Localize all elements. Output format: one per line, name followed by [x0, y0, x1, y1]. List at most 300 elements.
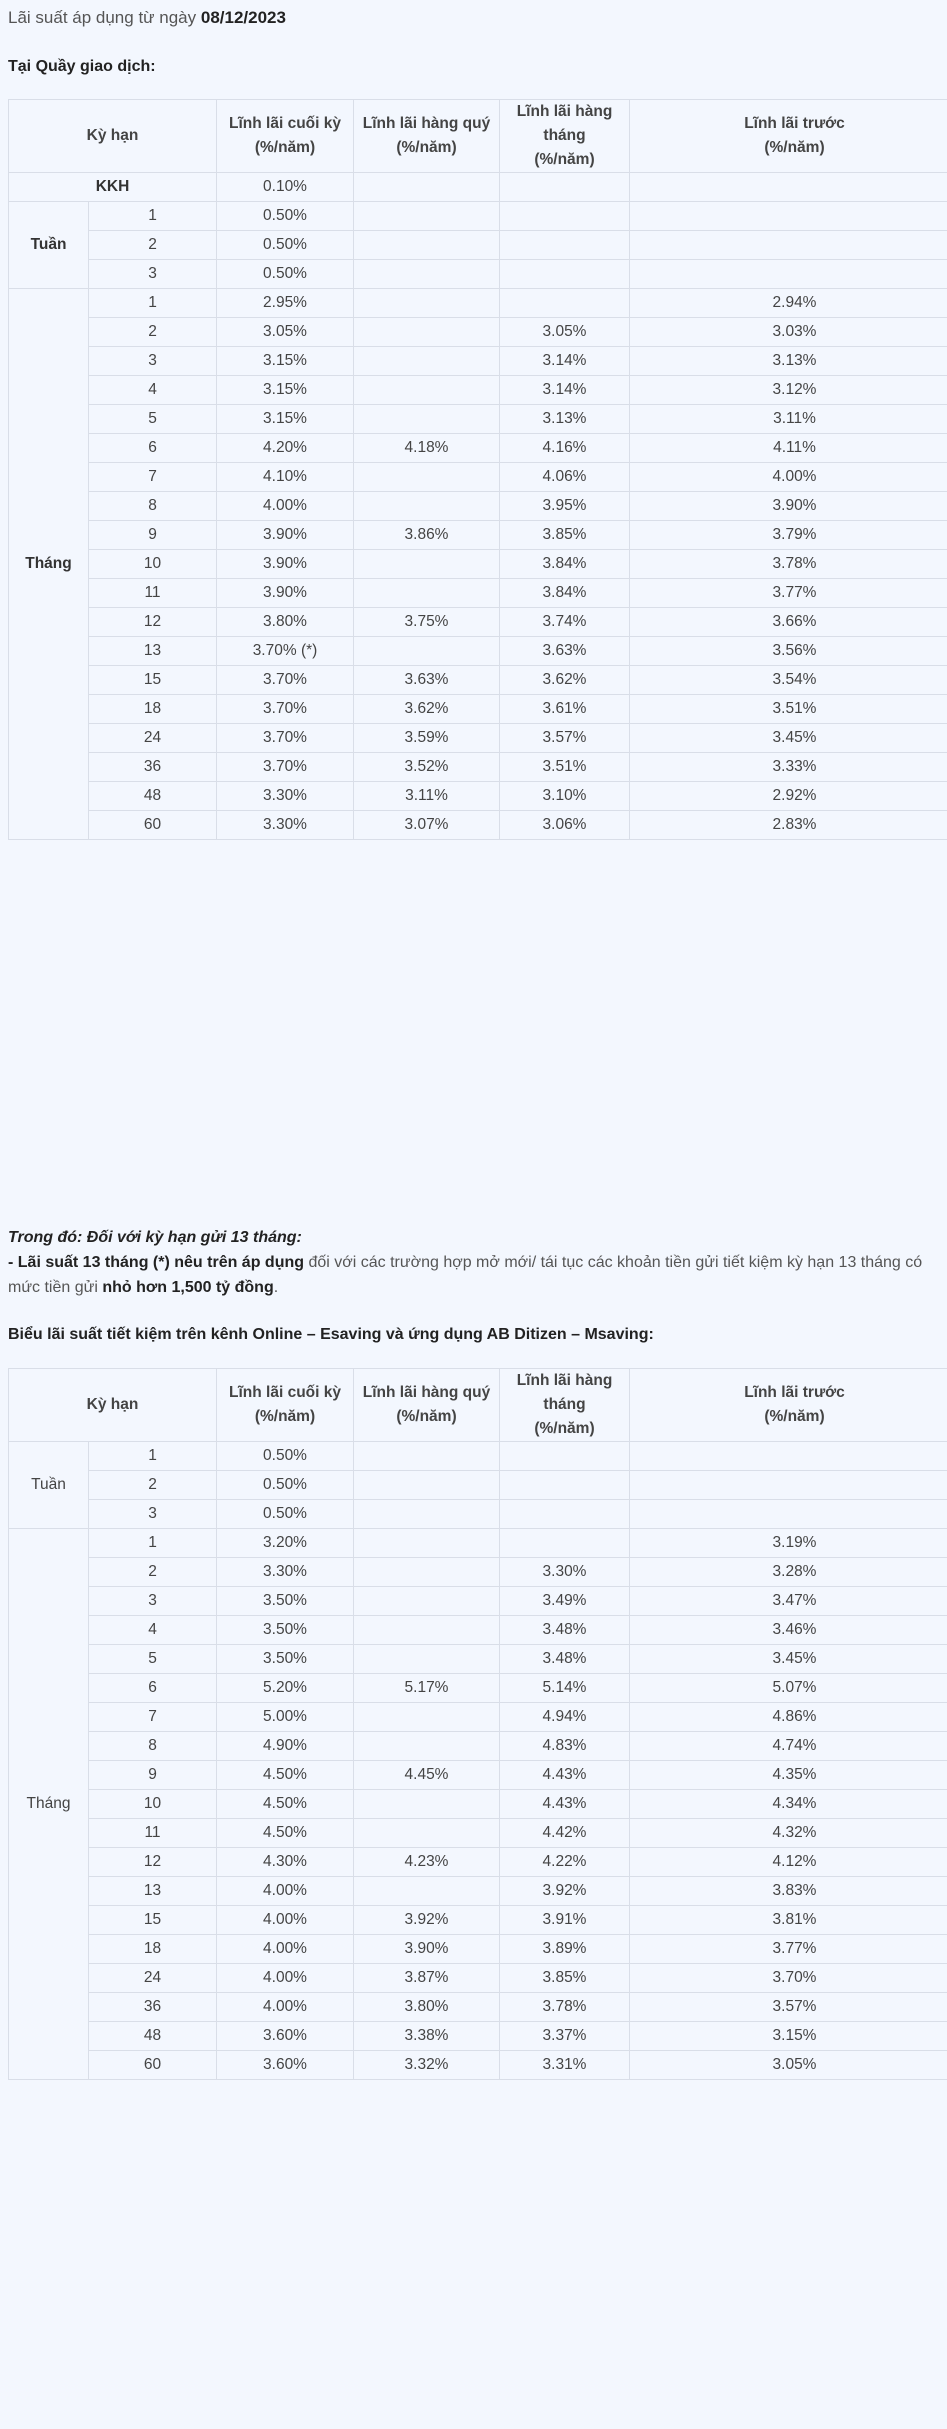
group-label-month: Tháng: [9, 1529, 89, 2080]
table-row: [9, 1645, 947, 1674]
rate-prepaid: 3.77%: [630, 1935, 947, 1964]
rate-quarterly: 3.32%: [354, 2051, 500, 2080]
table-row: [9, 724, 947, 753]
rate-end: 3.30%: [217, 811, 354, 840]
rate-monthly: [500, 289, 630, 318]
table-row: [9, 202, 947, 231]
rate-quarterly: 4.23%: [354, 1848, 500, 1877]
empty-cell: [630, 173, 947, 202]
header-c4-label: Lĩnh lãi trước: [744, 1384, 845, 1401]
table-row: [9, 376, 947, 405]
table-row: [9, 637, 947, 666]
rate-quarterly: 3.86%: [354, 521, 500, 550]
rate-prepaid: 3.51%: [630, 695, 947, 724]
table-row: [9, 1935, 947, 1964]
rate-prepaid: 3.56%: [630, 637, 947, 666]
term-number: 60: [89, 811, 217, 840]
rate-quarterly: [354, 463, 500, 492]
rate-monthly: 4.42%: [500, 1819, 630, 1848]
rate-end: 4.50%: [217, 1819, 354, 1848]
empty-cell: [354, 260, 500, 289]
term-number: 3: [89, 1587, 217, 1616]
header-c2-label: Lĩnh lãi hàng quý: [362, 1384, 491, 1401]
note-line-middle: đối với các trường hợp mở mới/ tái tục các khoản tiền gửi tiết kiệm kỳ hạn 13 tháng có mức tiền gửi: [8, 1254, 923, 1296]
rate-monthly: 4.43%: [500, 1761, 630, 1790]
note-body: [8, 1250, 947, 1300]
rate-end: 3.05%: [217, 318, 354, 347]
rate-monthly: 3.13%: [500, 405, 630, 434]
counter-rate-table: [8, 99, 947, 840]
rate-end: 0.50%: [217, 202, 354, 231]
rate-prepaid: 3.70%: [630, 1964, 947, 1993]
rate-monthly: 3.62%: [500, 666, 630, 695]
rate-end: 3.50%: [217, 1645, 354, 1674]
rate-quarterly: [354, 318, 500, 347]
empty-cell: [630, 1471, 947, 1500]
rate-prepaid: 4.86%: [630, 1703, 947, 1732]
table-row: [9, 1500, 947, 1529]
rate-monthly: 3.51%: [500, 753, 630, 782]
rate-quarterly: 4.18%: [354, 434, 500, 463]
table-row: [9, 1761, 947, 1790]
empty-cell: [630, 202, 947, 231]
term-number: 4: [89, 1616, 217, 1645]
rate-quarterly: 3.63%: [354, 666, 500, 695]
header-c2-label: Lĩnh lãi hàng quý: [362, 115, 491, 132]
table-row: [9, 2051, 947, 2080]
term-number: 4: [89, 376, 217, 405]
empty-cell: [354, 1442, 500, 1471]
term-number: 13: [89, 637, 217, 666]
term-number: 3: [89, 260, 217, 289]
rate-end: 4.00%: [217, 1993, 354, 2022]
empty-cell: [500, 260, 630, 289]
rate-end: 3.50%: [217, 1587, 354, 1616]
rate-prepaid: 2.83%: [630, 811, 947, 840]
header-c4-unit: (%/năm): [764, 139, 825, 156]
header-c4: [630, 1369, 947, 1442]
table-row: [9, 1906, 947, 1935]
term-number: 18: [89, 1935, 217, 1964]
header-c3-unit: (%/năm): [534, 1420, 595, 1437]
rate-end: 4.50%: [217, 1761, 354, 1790]
header-c3: [500, 1369, 630, 1442]
term-number: 2: [89, 1558, 217, 1587]
rate-prepaid: 3.47%: [630, 1587, 947, 1616]
header-term: Kỳ hạn: [9, 100, 217, 173]
rate-monthly: 3.63%: [500, 637, 630, 666]
rate-monthly: 3.85%: [500, 521, 630, 550]
rate-quarterly: [354, 405, 500, 434]
note-line-bold: nhỏ hơn 1,500 tỷ đồng: [102, 1279, 274, 1296]
rate-monthly: 4.83%: [500, 1732, 630, 1761]
rate-prepaid: 4.32%: [630, 1819, 947, 1848]
term-number: 9: [89, 521, 217, 550]
term-number: 3: [89, 1500, 217, 1529]
empty-cell: [354, 1471, 500, 1500]
rate-quarterly: 3.07%: [354, 811, 500, 840]
table-row: [9, 1587, 947, 1616]
rate-monthly: 3.95%: [500, 492, 630, 521]
rate-end: 0.50%: [217, 1471, 354, 1500]
table-row: [9, 1819, 947, 1848]
rate-end: 4.00%: [217, 1964, 354, 1993]
rate-prepaid: 3.28%: [630, 1558, 947, 1587]
header-c1: [217, 100, 354, 173]
header-row: [9, 100, 947, 173]
rate-end: 3.20%: [217, 1529, 354, 1558]
table-row: [9, 1529, 947, 1558]
header-c2: [354, 1369, 500, 1442]
table-row: [9, 1790, 947, 1819]
rate-quarterly: [354, 1732, 500, 1761]
rate-end: 4.00%: [217, 1906, 354, 1935]
effective-date: 08/12/2023: [200, 8, 286, 27]
header-c1-label: Lĩnh lãi cuối kỳ: [229, 115, 341, 132]
note-line-end: .: [273, 1279, 279, 1296]
rate-monthly: 5.14%: [500, 1674, 630, 1703]
rate-prepaid: 3.05%: [630, 2051, 947, 2080]
term-number: 3: [89, 347, 217, 376]
header-c4-unit: (%/năm): [764, 1408, 825, 1425]
rate-monthly: 3.89%: [500, 1935, 630, 1964]
rate-prepaid: 2.94%: [630, 289, 947, 318]
rate-end: 3.80%: [217, 608, 354, 637]
group-label-week: Tuần: [9, 202, 89, 289]
empty-cell: [500, 1471, 630, 1500]
table-row: [9, 695, 947, 724]
table-row: [9, 347, 947, 376]
rate-end: 0.50%: [217, 1500, 354, 1529]
rate-end: 3.15%: [217, 376, 354, 405]
rate-quarterly: 3.80%: [354, 1993, 500, 2022]
header-c2-unit: (%/năm): [396, 139, 457, 156]
table-row: [9, 231, 947, 260]
rate-end: 4.00%: [217, 492, 354, 521]
kkh-label: KKH: [9, 173, 217, 202]
term-number: 7: [89, 1703, 217, 1732]
table-row: [9, 550, 947, 579]
empty-cell: [354, 231, 500, 260]
rate-end: 4.10%: [217, 463, 354, 492]
table-row: [9, 666, 947, 695]
table-row: [9, 811, 947, 840]
empty-cell: [630, 1442, 947, 1471]
rate-prepaid: 3.46%: [630, 1616, 947, 1645]
term-number: 1: [89, 1442, 217, 1471]
kkh-end-rate: 0.10%: [217, 173, 354, 202]
term-number: 12: [89, 608, 217, 637]
rate-prepaid: 3.79%: [630, 521, 947, 550]
rate-prepaid: 5.07%: [630, 1674, 947, 1703]
rate-monthly: 3.05%: [500, 318, 630, 347]
row-kkh: [9, 173, 947, 202]
rate-prepaid: 3.33%: [630, 753, 947, 782]
rate-end: 5.00%: [217, 1703, 354, 1732]
header-c4-label: Lĩnh lãi trước: [744, 115, 845, 132]
empty-cell: [630, 231, 947, 260]
rate-monthly: 4.43%: [500, 1790, 630, 1819]
term-number: 7: [89, 463, 217, 492]
term-number: 36: [89, 1993, 217, 2022]
rate-end: 3.90%: [217, 521, 354, 550]
effective-prefix: Lãi suất áp dụng từ ngày: [8, 8, 201, 27]
rate-end: 3.70%: [217, 695, 354, 724]
term-number: 13: [89, 1877, 217, 1906]
table-row: [9, 1703, 947, 1732]
header-c1-unit: (%/năm): [254, 1408, 316, 1425]
rate-end: 0.50%: [217, 231, 354, 260]
table-row: [9, 1616, 947, 1645]
rate-prepaid: 3.83%: [630, 1877, 947, 1906]
term-number: 9: [89, 1761, 217, 1790]
rate-prepaid: 3.57%: [630, 1993, 947, 2022]
rate-quarterly: 3.92%: [354, 1906, 500, 1935]
rate-prepaid: 3.03%: [630, 318, 947, 347]
rate-end: 0.50%: [217, 260, 354, 289]
header-c1-unit: (%/năm): [254, 139, 316, 156]
rate-monthly: 3.84%: [500, 579, 630, 608]
term-number: 11: [89, 579, 217, 608]
rate-quarterly: [354, 1645, 500, 1674]
header-term: Kỳ hạn: [9, 1369, 217, 1442]
rate-prepaid: 4.34%: [630, 1790, 947, 1819]
rate-monthly: [500, 1529, 630, 1558]
term-number: 2: [89, 318, 217, 347]
rate-end: 3.90%: [217, 579, 354, 608]
rate-end: 0.50%: [217, 1442, 354, 1471]
online-section-title: Biểu lãi suất tiết kiệm trên kênh Online – Esaving và ứng dụng AB Ditizen – Msaving:: [8, 1326, 654, 1343]
empty-cell: [500, 231, 630, 260]
term-number: 15: [89, 1906, 217, 1935]
rate-quarterly: 3.11%: [354, 782, 500, 811]
rate-prepaid: 3.13%: [630, 347, 947, 376]
table-row: [9, 260, 947, 289]
term-number: 2: [89, 1471, 217, 1500]
rate-quarterly: [354, 1877, 500, 1906]
rate-prepaid: 3.45%: [630, 1645, 947, 1674]
counter-section-title: Tại Quầy giao dịch:: [8, 58, 156, 75]
note-heading: Trong đó: Đối với kỳ hạn gửi 13 tháng:: [8, 1229, 302, 1246]
term-number: 1: [89, 202, 217, 231]
header-c1-label: Lĩnh lãi cuối kỳ: [229, 1384, 341, 1401]
rate-prepaid: 2.92%: [630, 782, 947, 811]
rate-end: 3.70%: [217, 666, 354, 695]
rate-end: 4.00%: [217, 1877, 354, 1906]
rate-prepaid: 4.74%: [630, 1732, 947, 1761]
rate-quarterly: 4.45%: [354, 1761, 500, 1790]
rate-prepaid: 3.45%: [630, 724, 947, 753]
rate-monthly: 3.48%: [500, 1645, 630, 1674]
table-row: [9, 753, 947, 782]
term-number: 24: [89, 724, 217, 753]
rate-end: 4.50%: [217, 1790, 354, 1819]
term-number: 1: [89, 289, 217, 318]
rate-end: 3.50%: [217, 1616, 354, 1645]
rate-monthly: 3.14%: [500, 376, 630, 405]
rate-prepaid: 4.35%: [630, 1761, 947, 1790]
rate-prepaid: 3.54%: [630, 666, 947, 695]
table-row: [9, 318, 947, 347]
rate-quarterly: [354, 1558, 500, 1587]
table-row: [9, 782, 947, 811]
term-number: 15: [89, 666, 217, 695]
rate-end: 3.70%: [217, 753, 354, 782]
rate-monthly: 3.92%: [500, 1877, 630, 1906]
rate-quarterly: 3.38%: [354, 2022, 500, 2051]
rate-prepaid: 3.81%: [630, 1906, 947, 1935]
rate-end: 3.60%: [217, 2022, 354, 2051]
table-row: [9, 521, 947, 550]
rate-end: 4.20%: [217, 434, 354, 463]
rate-end: 3.70% (*): [217, 637, 354, 666]
rate-monthly: 3.57%: [500, 724, 630, 753]
note-13-month: [8, 1225, 947, 1300]
table-row: [9, 1993, 947, 2022]
rate-monthly: 3.84%: [500, 550, 630, 579]
term-number: 48: [89, 782, 217, 811]
rate-monthly: 3.48%: [500, 1616, 630, 1645]
rate-end: 3.30%: [217, 1558, 354, 1587]
rate-monthly: 3.31%: [500, 2051, 630, 2080]
rate-prepaid: 4.00%: [630, 463, 947, 492]
rate-monthly: 3.10%: [500, 782, 630, 811]
rate-quarterly: [354, 579, 500, 608]
table-row: [9, 1848, 947, 1877]
table-row: [9, 289, 947, 318]
rate-monthly: 3.78%: [500, 1993, 630, 2022]
rate-quarterly: [354, 1616, 500, 1645]
rate-prepaid: 3.90%: [630, 492, 947, 521]
term-number: 1: [89, 1529, 217, 1558]
term-number: 8: [89, 492, 217, 521]
rate-quarterly: 3.75%: [354, 608, 500, 637]
rate-end: 3.90%: [217, 550, 354, 579]
table-row: [9, 2022, 947, 2051]
term-number: 10: [89, 1790, 217, 1819]
rate-end: 2.95%: [217, 289, 354, 318]
rate-monthly: 3.49%: [500, 1587, 630, 1616]
term-number: 18: [89, 695, 217, 724]
term-number: 11: [89, 1819, 217, 1848]
rate-end: 5.20%: [217, 1674, 354, 1703]
table-row: [9, 1674, 947, 1703]
table-row: [9, 579, 947, 608]
empty-cell: [630, 1500, 947, 1529]
rate-prepaid: 3.19%: [630, 1529, 947, 1558]
rate-prepaid: 4.11%: [630, 434, 947, 463]
rate-monthly: 4.22%: [500, 1848, 630, 1877]
rate-quarterly: [354, 1790, 500, 1819]
table-row: [9, 463, 947, 492]
term-number: 36: [89, 753, 217, 782]
rate-end: 3.30%: [217, 782, 354, 811]
rate-monthly: 3.85%: [500, 1964, 630, 1993]
rate-quarterly: 3.87%: [354, 1964, 500, 1993]
term-number: 12: [89, 1848, 217, 1877]
rate-monthly: 4.16%: [500, 434, 630, 463]
rate-quarterly: 3.52%: [354, 753, 500, 782]
header-row: [9, 1369, 947, 1442]
empty-cell: [500, 202, 630, 231]
table-row: [9, 1732, 947, 1761]
table-row: [9, 1558, 947, 1587]
header-c3-unit: (%/năm): [534, 151, 595, 168]
empty-cell: [500, 173, 630, 202]
rate-prepaid: 3.77%: [630, 579, 947, 608]
term-number: 5: [89, 405, 217, 434]
rate-end: 4.90%: [217, 1732, 354, 1761]
rate-monthly: 4.94%: [500, 1703, 630, 1732]
term-number: 48: [89, 2022, 217, 2051]
rate-quarterly: [354, 492, 500, 521]
rate-end: 3.60%: [217, 2051, 354, 2080]
rate-monthly: 3.91%: [500, 1906, 630, 1935]
rate-quarterly: [354, 1529, 500, 1558]
term-number: 10: [89, 550, 217, 579]
rate-quarterly: [354, 1703, 500, 1732]
table-row: [9, 1964, 947, 1993]
table-row: [9, 1471, 947, 1500]
rate-monthly: 3.14%: [500, 347, 630, 376]
rate-monthly: 3.06%: [500, 811, 630, 840]
rate-quarterly: 3.90%: [354, 1935, 500, 1964]
term-number: 6: [89, 1674, 217, 1703]
rate-quarterly: [354, 550, 500, 579]
rate-prepaid: 3.11%: [630, 405, 947, 434]
online-rate-table: [8, 1368, 947, 2080]
term-number: 5: [89, 1645, 217, 1674]
header-c1: [217, 1369, 354, 1442]
empty-cell: [354, 173, 500, 202]
rate-quarterly: 5.17%: [354, 1674, 500, 1703]
rate-monthly: 3.37%: [500, 2022, 630, 2051]
term-number: 2: [89, 231, 217, 260]
header-c2-unit: (%/năm): [396, 1408, 457, 1425]
rate-monthly: 3.74%: [500, 608, 630, 637]
term-number: 60: [89, 2051, 217, 2080]
term-number: 24: [89, 1964, 217, 1993]
header-c2: [354, 100, 500, 173]
term-number: 6: [89, 434, 217, 463]
rate-prepaid: 3.66%: [630, 608, 947, 637]
rate-end: 3.15%: [217, 405, 354, 434]
header-c3-label: Lĩnh lãi hàng tháng: [516, 1372, 613, 1413]
empty-cell: [630, 260, 947, 289]
term-number: 8: [89, 1732, 217, 1761]
rate-quarterly: 3.59%: [354, 724, 500, 753]
group-label-week: Tuần: [9, 1442, 89, 1529]
empty-cell: [354, 1500, 500, 1529]
empty-cell: [500, 1500, 630, 1529]
rate-quarterly: [354, 1819, 500, 1848]
table-row: [9, 1877, 947, 1906]
table-row: [9, 608, 947, 637]
rate-prepaid: 4.12%: [630, 1848, 947, 1877]
table-row: [9, 492, 947, 521]
table-row: [9, 1442, 947, 1471]
header-c4: [630, 100, 947, 173]
table-row: [9, 405, 947, 434]
rate-prepaid: 3.78%: [630, 550, 947, 579]
rate-monthly: 3.30%: [500, 1558, 630, 1587]
rate-prepaid: 3.12%: [630, 376, 947, 405]
rate-end: 3.70%: [217, 724, 354, 753]
header-c3: [500, 100, 630, 173]
rate-monthly: 3.61%: [500, 695, 630, 724]
rate-end: 3.15%: [217, 347, 354, 376]
rate-quarterly: 3.62%: [354, 695, 500, 724]
